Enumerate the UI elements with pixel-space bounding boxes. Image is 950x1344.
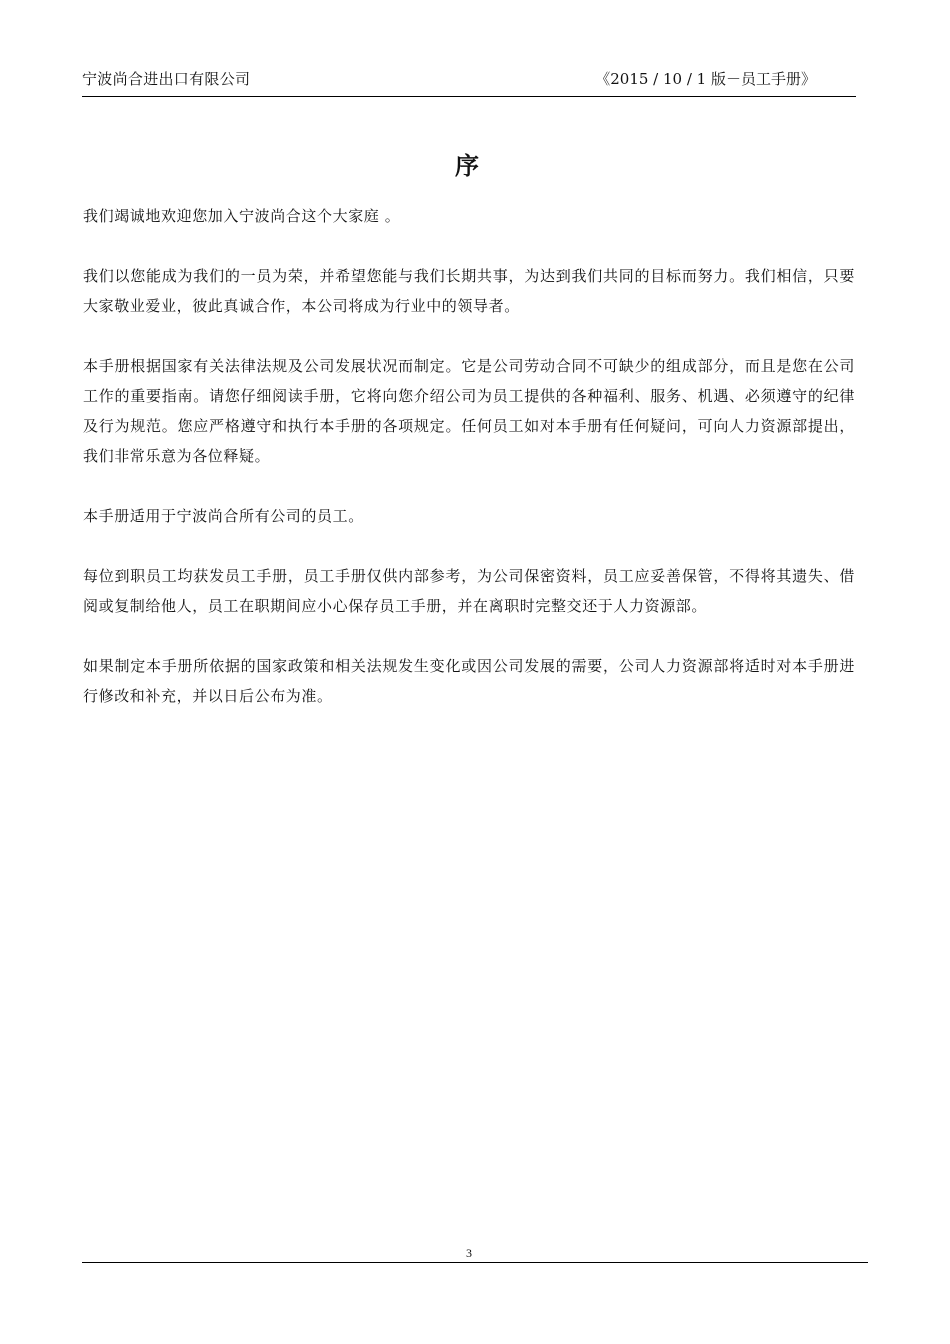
header-version-label: 《2015 / 10 / 1 版－员工手册》 — [595, 70, 816, 88]
paragraph-welcome: 我们竭诚地欢迎您加入宁波尚合这个大家庭 。 — [83, 207, 401, 225]
paragraph-revisions: 如果制定本手册所依据的国家政策和相关法规发生变化或因公司发展的需要，公司人力资源部将适时对本手册进行修改和补充，并以日后公布为准。 — [83, 657, 855, 705]
header-company-name: 宁波尚合进出口有限公司 — [82, 70, 251, 88]
paragraph-goals: 我们以您能成为我们的一员为荣，并希望您能与我们长期共事，为达到我们共同的目标而努力。我们相信，只要大家敬业爱业，彼此真诚合作，本公司将成为行业中的领导者。 — [83, 267, 855, 315]
page-title: 序 — [455, 152, 479, 180]
paragraph-scope: 本手册适用于宁波尚合所有公司的员工。 — [83, 507, 364, 525]
body-text — [83, 201, 855, 741]
page-number: 3 — [466, 1246, 472, 1260]
paragraph-handbook-purpose: 本手册根据国家有关法律法规及公司发展状况而制定。它是公司劳动合同不可缺少的组成部分，而且是您在公司工作的重要指南。请您仔细阅读手册，它将向您介绍公司为员工提供的各种福利、服务、机遇、必须遵守的纪律及行为规范。您应严格遵守和执行本手册的各项规定。任何员工如对本手册有任何疑问，可向人力资源部提出，我们非常乐意为各位释疑。 — [83, 357, 855, 465]
paragraph-confidentiality: 每位到职员工均获发员工手册，员工手册仅供内部参考，为公司保密资料，员工应妥善保管，不得将其遗失、借阅或复制给他人，员工在职期间应小心保存员工手册，并在离职时完整交还于人力资源部。 — [83, 567, 855, 615]
page-header — [82, 66, 856, 97]
footer-divider — [82, 1262, 868, 1263]
